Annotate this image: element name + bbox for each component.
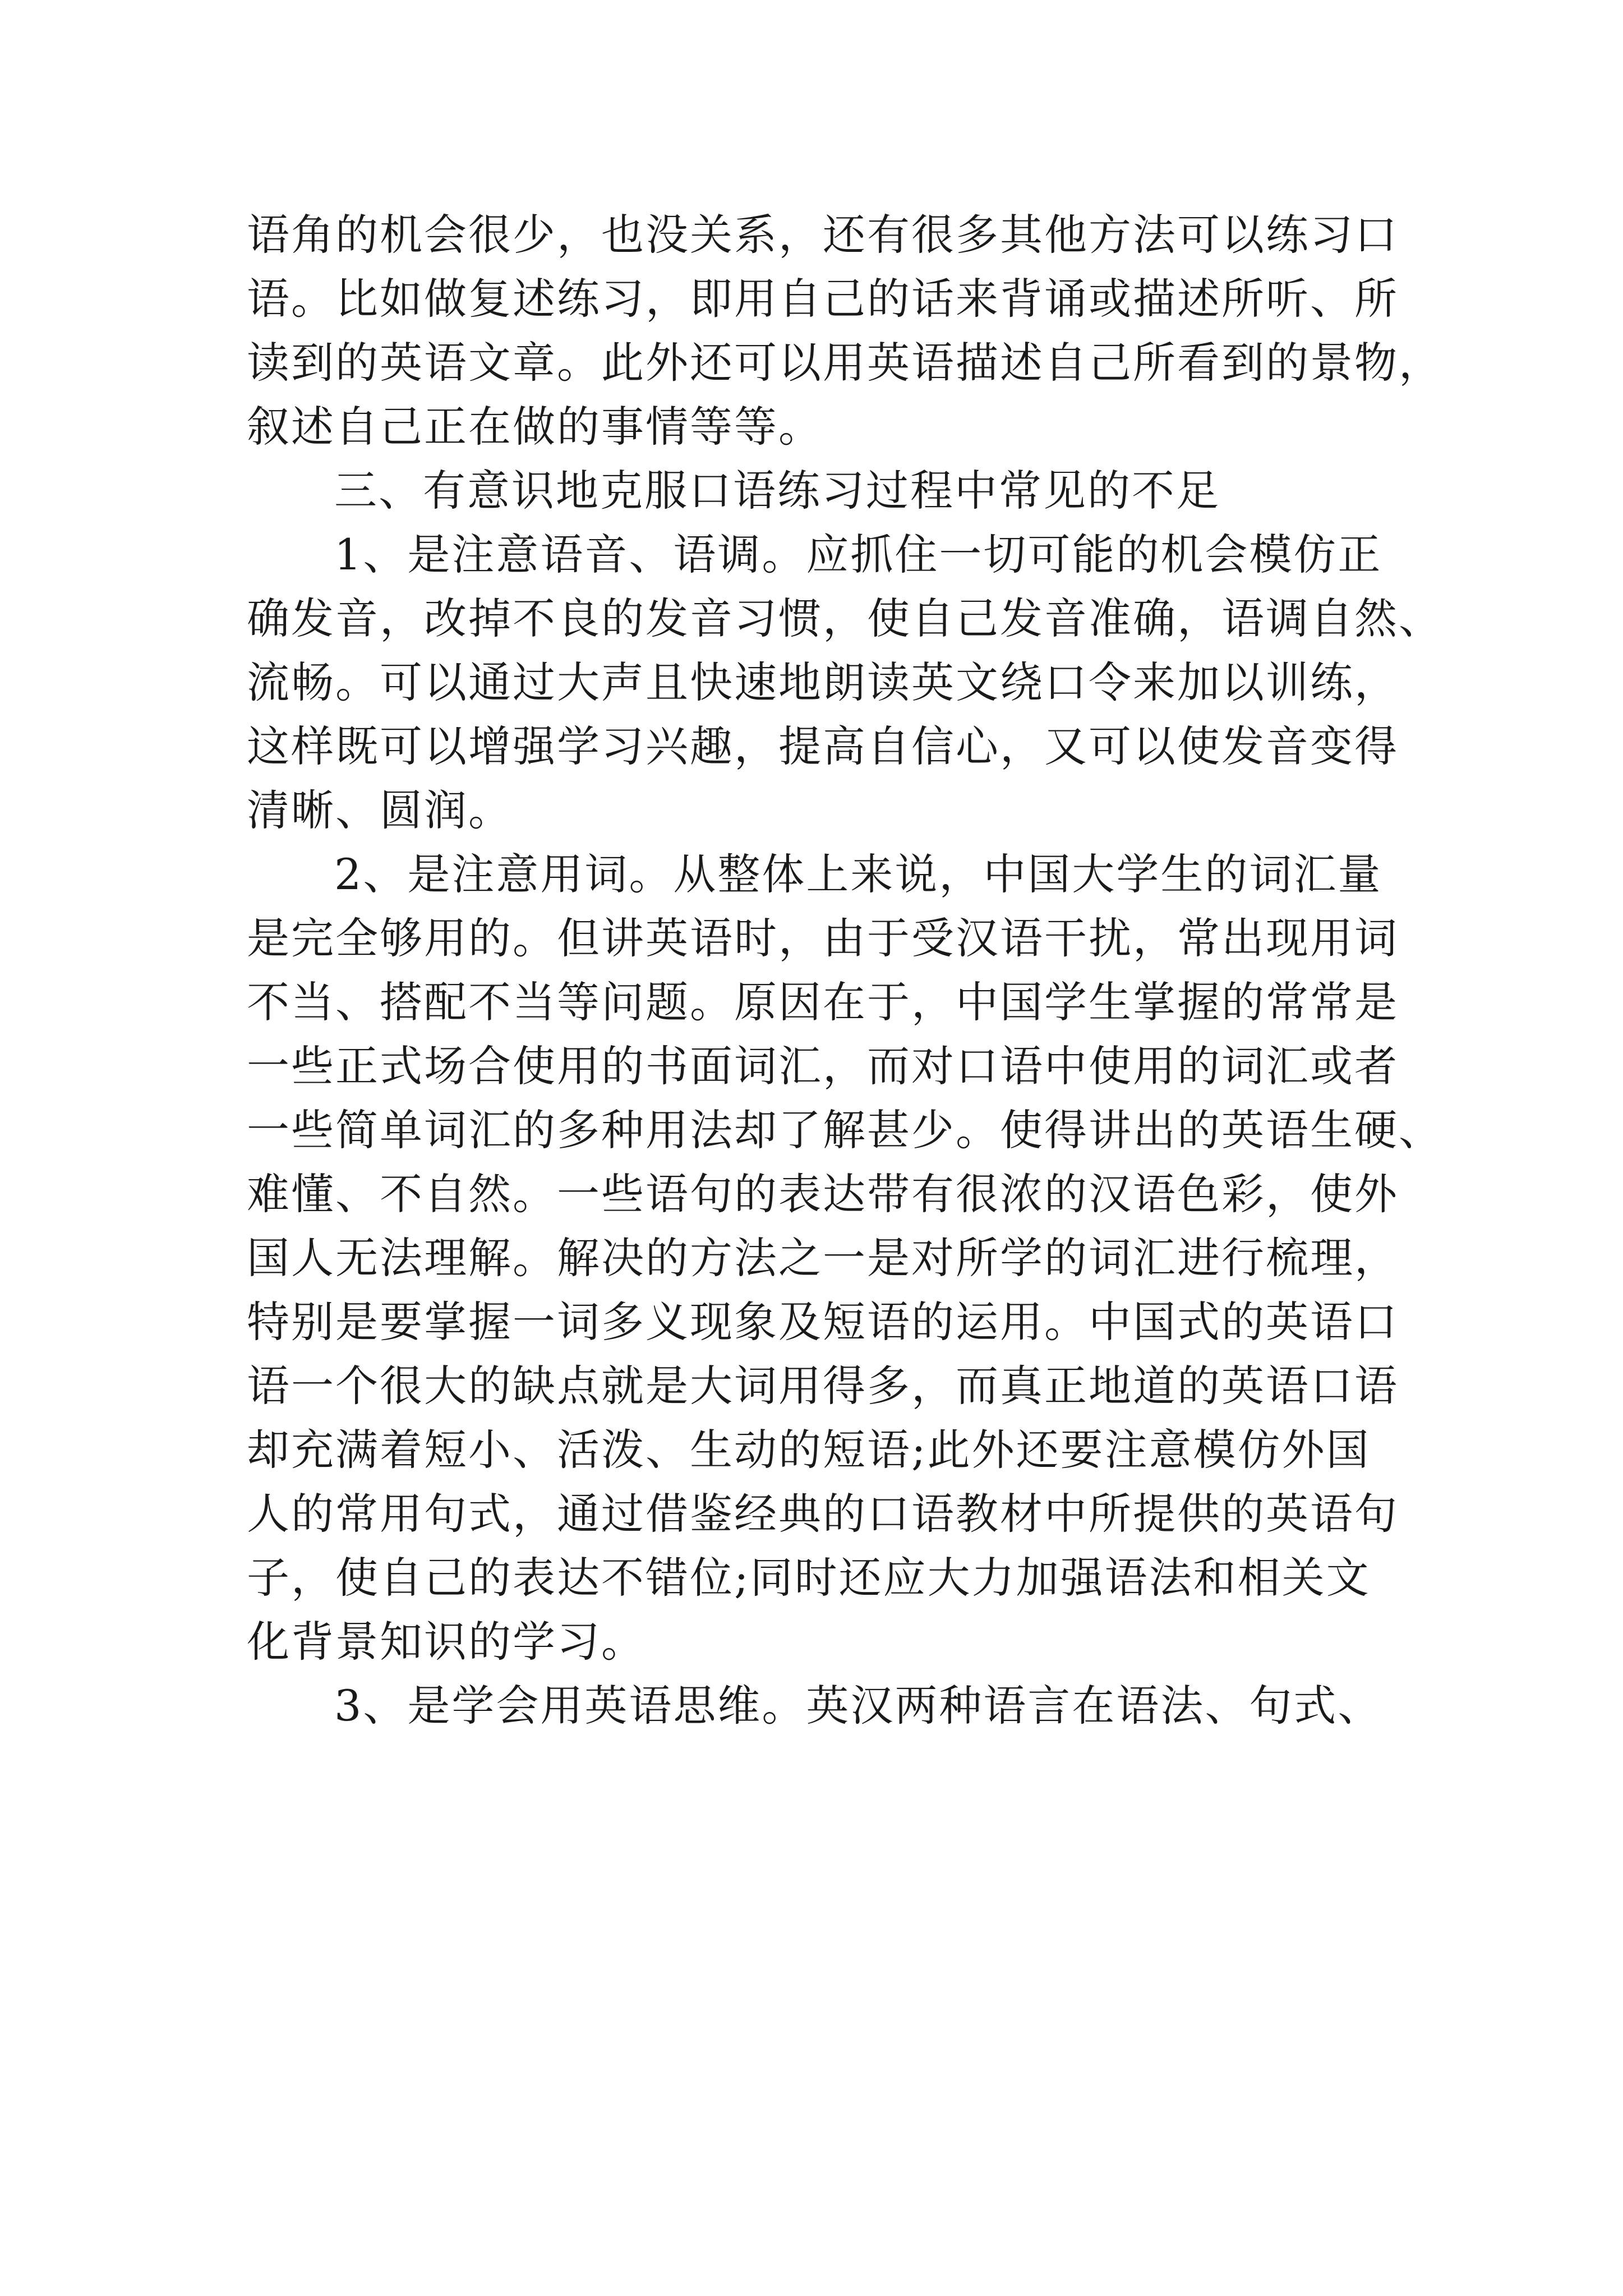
text-line: 2、是注意用词。从整体上来说，中国大学生的词汇量 [334,849,1382,899]
text-line: 确发音，改掉不良的发音习惯，使自己发音准确，语调自然、 [247,593,1443,643]
text-line: 1、是注意语音、语调。应抓住一切可能的机会模仿正 [334,530,1382,579]
text-line: 一些简单词汇的多种用法却了解甚少。使得讲出的英语生硬、 [247,1105,1443,1155]
text-line: 语一个很大的缺点就是大词用得多，而真正地道的英语口语 [247,1361,1399,1411]
text-line: 流畅。可以通过大声且快速地朗读英文绕口令来加以训练， [247,657,1399,707]
document-body [247,203,1443,1738]
text-line: 特别是要掌握一词多义现象及短语的运用。中国式的英语口 [247,1297,1399,1347]
text-line: 国人无法理解。解决的方法之一是对所学的词汇进行梳理， [247,1233,1399,1283]
text-line: 这样既可以增强学习兴趣，提高自信心，又可以使发音变得 [247,721,1399,771]
text-line: 却充满着短小、活泼、生动的短语;此外还要注意模仿外国 [247,1425,1371,1475]
text-line: 不当、搭配不当等问题。原因在于，中国学生掌握的常常是 [247,977,1399,1027]
text-line: 子，使自己的表达不错位;同时还应大力加强语法和相关文 [247,1553,1371,1603]
text-line: 读到的英语文章。此外还可以用英语描述自己所看到的景物， [247,338,1443,388]
text-line: 人的常用句式，通过借鉴经典的口语教材中所提供的英语句 [247,1489,1399,1539]
text-line: 语角的机会很少，也没关系，还有很多其他方法可以练习口 [247,210,1399,260]
section-heading: 三、有意识地克服口语练习过程中常见的不足 [334,466,1220,516]
text-line: 叙述自己正在做的事情等等。 [247,402,823,452]
text-line: 一些正式场合使用的书面词汇，而对口语中使用的词汇或者 [247,1041,1399,1091]
text-line: 清晰、圆润。 [247,785,513,835]
text-line: 3、是学会用英语思维。英汉两种语言在语法、句式、 [334,1681,1382,1731]
text-line: 化背景知识的学习。 [247,1617,645,1667]
text-line: 语。比如做复述练习，即用自己的话来背诵或描述所听、所 [247,274,1399,324]
text-line: 难懂、不自然。一些语句的表达带有很浓的汉语色彩，使外 [247,1169,1399,1219]
text-line: 是完全够用的。但讲英语时，由于受汉语干扰，常出现用词 [247,913,1399,963]
